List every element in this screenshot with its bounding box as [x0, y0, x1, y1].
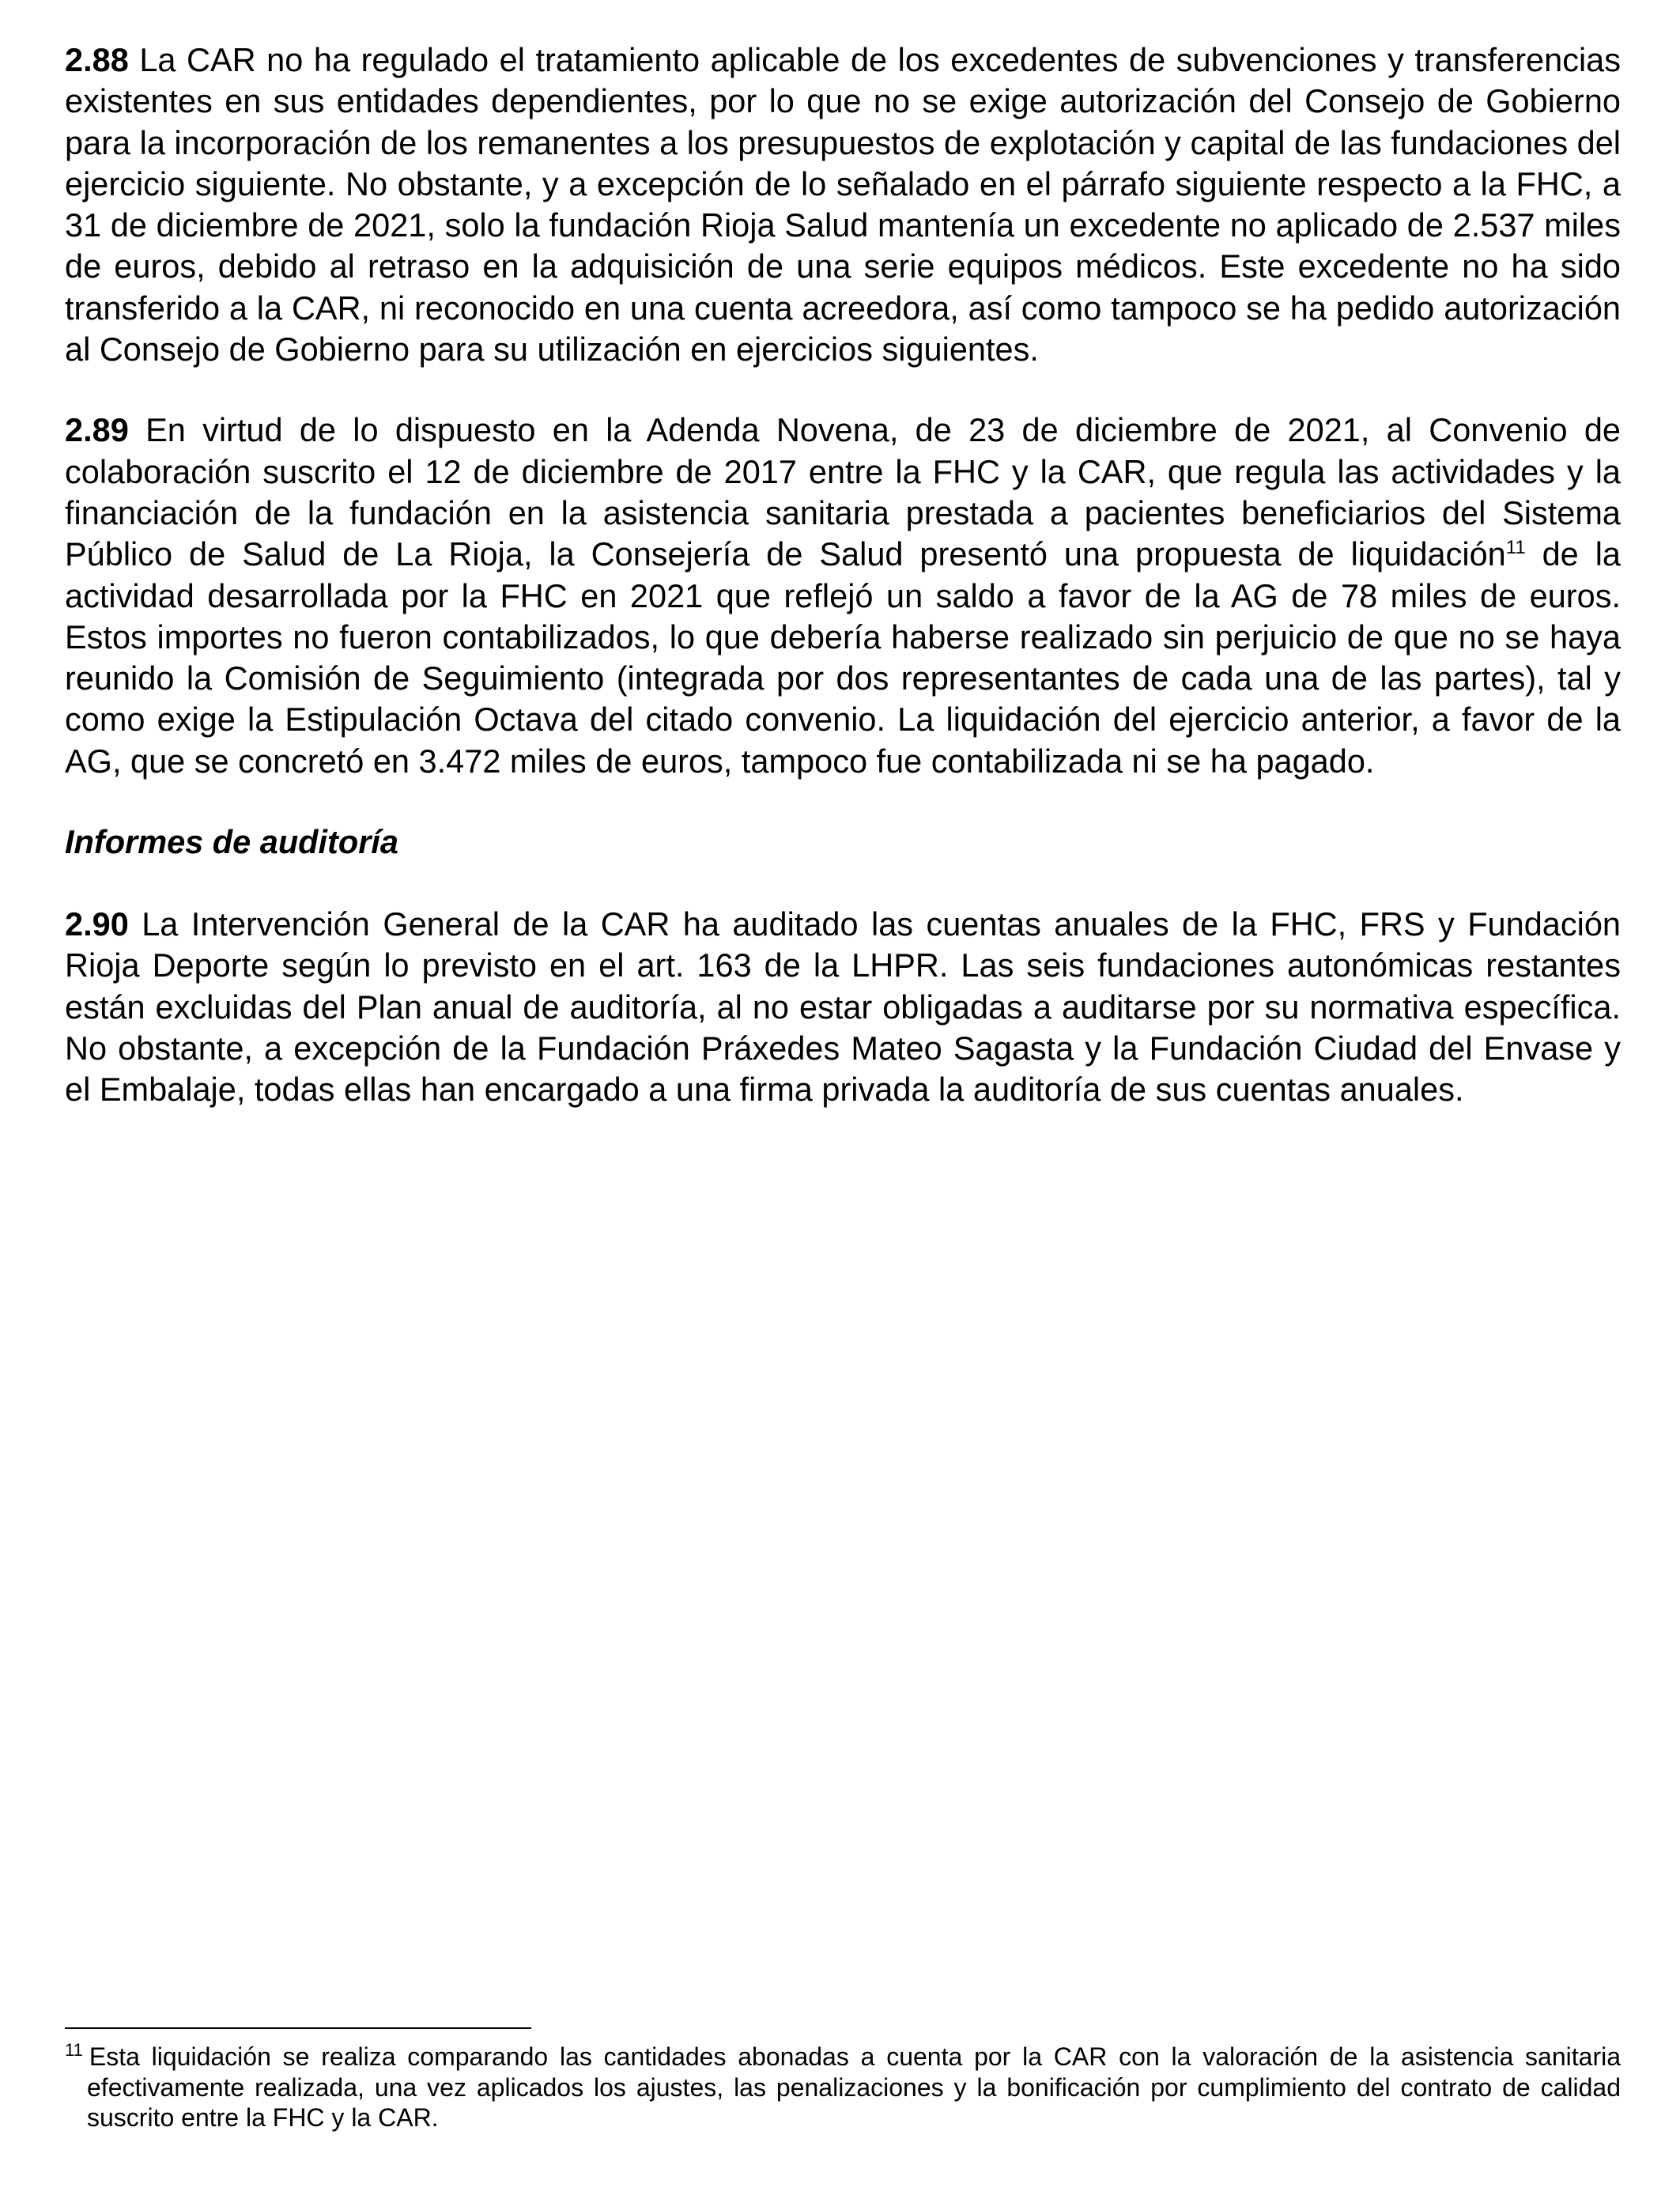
- paragraph-number: 2.89: [65, 411, 129, 449]
- paragraph-text: En virtud de lo dispuesto en la Adenda Novena, de 23 de diciembre de 2021, al Convenio de colaboración suscrito el 12 de diciembre de 2017 entre la FHC y la CAR, que regula las actividades y la financiación de la fundación en la asistencia sanitaria prestada a pacientes beneficiarios del Sistema Público de Salud de La Rioja, la Consejería de Salud presentó una propuesta de liquidación: [65, 411, 1621, 573]
- paragraph-2-90: [65, 904, 1621, 1110]
- paragraph-2-89: [65, 410, 1621, 782]
- footnote-reference[interactable]: 11: [1505, 537, 1526, 559]
- footnote-text: Esta liquidación se realiza comparando las cantidades abonadas a cuenta por la CAR con la valoración de la asistencia sanitaria efectivamente realizada, una vez aplicados los ajustes, las penalizaciones y la bonificación por cumplimiento del contrato de calidad suscrito entre la FHC y la CAR.: [87, 2042, 1621, 2132]
- footnotes: [65, 2027, 1621, 2133]
- footnote-11: [65, 2042, 1621, 2133]
- footnote-mark: 11: [65, 2040, 83, 2061]
- paragraph-text: La CAR no ha regulado el tratamiento aplicable de los excedentes de subvenciones y transferencias existentes en sus entidades dependientes, por lo que no se exige autorización del Consejo de Gobierno para la incorporación de los remanentes a los presupuestos de explotación y capital de las fundaciones del ejercicio siguiente. No obstante, y a excepción de lo señalado en el párrafo siguiente respecto a la FHC, a 31 de diciembre de 2021, solo la fundación Rioja Salud mantenía un excedente no aplicado de 2.537 miles de euros, debido al retraso en la adquisición de una serie equipos médicos. Este excedente no ha sido transferido a la CAR, ni reconocido en una cuenta acreedora, así como tampoco se ha pedido autorización al Consejo de Gobierno para su utilización en ejercicios siguientes.: [65, 41, 1621, 368]
- paragraph-number: 2.88: [65, 41, 129, 78]
- document-body: [65, 40, 1621, 1150]
- paragraph-text-continued: de la actividad desarrollada por la FHC en 2021 que reflejó un saldo a favor de la AG de 78 miles de euros. Estos importes no fueron contabilizados, lo que debería haberse realizado sin perjuicio de que no se haya reunido la Comisión de Seguimiento (integrada por dos representantes de cada una de las partes), tal y como exige la Estipulación Octava del citado convenio. La liquidación del ejercicio anterior, a favor de la AG, que se concretó en 3.472 miles de euros, tampoco fue contabilizada ni se ha pagado.: [65, 535, 1621, 780]
- section-heading: Informes de auditoría: [65, 823, 398, 861]
- paragraph-number: 2.90: [65, 905, 129, 943]
- footnote-separator: [65, 2027, 531, 2029]
- paragraph-2-88: [65, 40, 1621, 370]
- paragraph-text: La Intervención General de la CAR ha auditado las cuentas anuales de la FHC, FRS y Fundación Rioja Deporte según lo previsto en el art. 163 de la LHPR. Las seis fundaciones autonómicas restantes están excluidas del Plan anual de auditoría, al no estar obligadas a auditarse por su normativa específica. No obstante, a excepción de la Fundación Práxedes Mateo Sagasta y la Fundación Ciudad del Envase y el Embalaje, todas ellas han encargado a una firma privada la auditoría de sus cuentas anuales.: [65, 905, 1621, 1109]
